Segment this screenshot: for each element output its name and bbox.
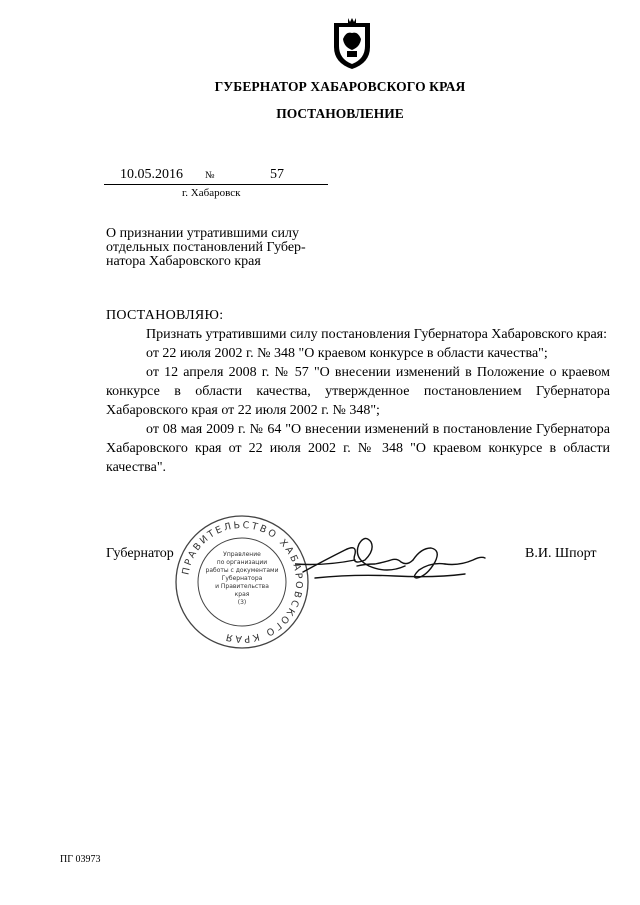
seal-center-line: края xyxy=(234,591,250,598)
body-paragraph: от 08 мая 2009 г. № 64 "О внесении изменений в постановление Губернатора Хабаровского края от 22 июля 2002 г. № 348 "О краевом конкурсе в области качества". xyxy=(106,422,610,475)
document-body xyxy=(106,306,610,477)
seal-center-line: по организации xyxy=(216,559,268,566)
subject-line: отдельных постановлений Губер- xyxy=(106,240,306,255)
seal-center-line: и Правительства xyxy=(215,583,269,590)
official-seal-icon xyxy=(172,512,312,652)
city: г. Хабаровск xyxy=(182,187,241,199)
decree-word: ПОСТАНОВЛЯЮ: xyxy=(106,308,224,323)
number-sign: № xyxy=(205,170,215,181)
handwritten-signature-icon xyxy=(295,520,490,592)
document-subject xyxy=(106,227,336,269)
document-type: ПОСТАНОВЛЕНИЕ xyxy=(276,106,404,121)
seal-ring-text: ПРАВИТЕЛЬСТВО ХАБАРОВСКОГО КРАЯ xyxy=(180,519,305,645)
seal-center-line: Губернатора xyxy=(221,575,263,582)
seal-center-line: (3) xyxy=(237,599,247,606)
body-paragraph: от 12 апреля 2008 г. № 57 "О внесении изменений в Положение о краевом конкурсе в области качества, утвержденное постановлением Губернатора Хабаровского края от 22 июля 2002 г. № 348"; xyxy=(106,365,610,418)
document-number: 57 xyxy=(270,167,284,182)
coat-of-arms-icon xyxy=(330,17,374,71)
issuing-authority: ГУБЕРНАТОР ХАБАРОВСКОГО КРАЯ xyxy=(214,79,466,94)
body-paragraph: Признать утратившими силу постановления Губернатора Хабаровского края: xyxy=(146,327,608,342)
document-code: ПГ 03973 xyxy=(60,854,101,865)
signatory-name: В.И. Шпорт xyxy=(525,546,597,561)
date-number-line xyxy=(104,167,328,184)
document-date: 10.05.2016 xyxy=(120,167,183,182)
signatory-title: Губернатор xyxy=(106,546,174,561)
subject-line: О признании утратившими силу xyxy=(106,226,299,241)
date-underline xyxy=(104,184,328,185)
subject-line: натора Хабаровского края xyxy=(106,254,261,269)
seal-center-line: работы с документами xyxy=(205,567,279,574)
seal-center-line: Управление xyxy=(223,551,261,558)
body-paragraph: от 22 июля 2002 г. № 348 "О краевом конкурсе в области качества"; xyxy=(146,346,548,361)
